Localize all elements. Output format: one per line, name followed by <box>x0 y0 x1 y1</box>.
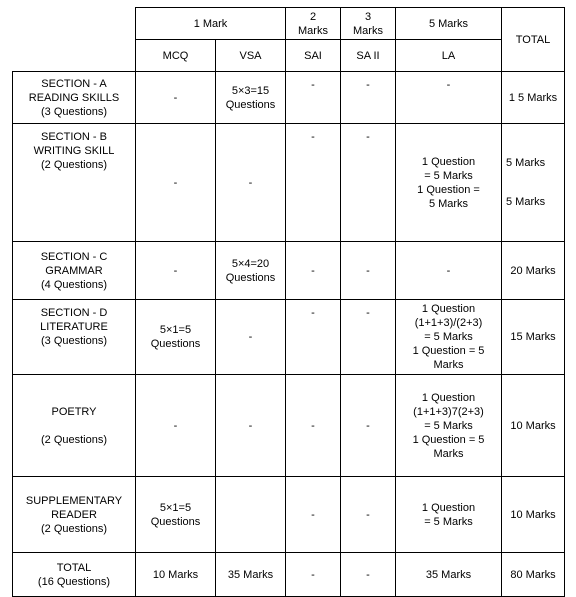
sai-cell: - <box>286 375 341 477</box>
total-cell: 15 Marks <box>502 300 565 375</box>
sai-cell: - <box>286 553 341 597</box>
blank-corner-cell <box>13 8 136 72</box>
mcq-cell: - <box>136 124 216 242</box>
total-cell: 1 5 Marks <box>502 72 565 124</box>
marks-distribution-table-wrapper <box>12 7 565 597</box>
saii-cell: - <box>341 72 396 124</box>
vsa-cell: 5×3=15 Questions <box>216 72 286 124</box>
sai-cell: - <box>286 72 341 124</box>
la-cell: 1 Question = 5 Marks 1 Question = 5 Marks <box>396 124 502 242</box>
total-cell: 20 Marks <box>502 242 565 300</box>
table-row <box>13 553 565 597</box>
section-cell: SUPPLEMENTARY READER (2 Questions) <box>13 477 136 553</box>
vsa-cell: 5×4=20 Questions <box>216 242 286 300</box>
table-row <box>13 242 565 300</box>
table-row <box>13 124 565 242</box>
la-cell: 1 Question = 5 Marks <box>396 477 502 553</box>
header-total: TOTAL <box>502 8 565 72</box>
la-cell: - <box>396 242 502 300</box>
header-sai: SAI <box>286 40 341 72</box>
vsa-cell: - <box>216 375 286 477</box>
saii-cell: - <box>341 124 396 242</box>
mcq-cell: - <box>136 375 216 477</box>
section-cell: SECTION - C GRAMMAR (4 Questions) <box>13 242 136 300</box>
header-five-marks: 5 Marks <box>396 8 502 40</box>
mcq-cell: - <box>136 242 216 300</box>
section-cell: SECTION - D LITERATURE (3 Questions) <box>13 300 136 375</box>
mcq-cell: 10 Marks <box>136 553 216 597</box>
mcq-cell: 5×1=5 Questions <box>136 300 216 375</box>
section-cell: SECTION - B WRITING SKILL (2 Questions) <box>13 124 136 242</box>
section-cell: SECTION - A READING SKILLS (3 Questions) <box>13 72 136 124</box>
header-vsa: VSA <box>216 40 286 72</box>
table-row <box>13 375 565 477</box>
mcq-cell: - <box>136 72 216 124</box>
header-la: LA <box>396 40 502 72</box>
header-saii: SA II <box>341 40 396 72</box>
sai-cell: - <box>286 124 341 242</box>
la-cell: 1 Question (1+1+3)7(2+3) = 5 Marks 1 Question = 5 Marks <box>396 375 502 477</box>
sai-cell: - <box>286 242 341 300</box>
marks-distribution-table <box>12 7 565 597</box>
header-three-marks: 3 Marks <box>341 8 396 40</box>
saii-cell: - <box>341 242 396 300</box>
section-cell: TOTAL (16 Questions) <box>13 553 136 597</box>
vsa-cell: 35 Marks <box>216 553 286 597</box>
sai-cell: - <box>286 300 341 375</box>
table-row <box>13 477 565 553</box>
mcq-cell: 5×1=5 Questions <box>136 477 216 553</box>
header-one-mark: 1 Mark <box>136 8 286 40</box>
la-cell: 1 Question (1+1+3)/(2+3) = 5 Marks 1 Question = 5 Marks <box>396 300 502 375</box>
table-row <box>13 300 565 375</box>
section-cell: POETRY (2 Questions) <box>13 375 136 477</box>
vsa-cell: - <box>216 124 286 242</box>
total-cell: 10 Marks <box>502 375 565 477</box>
total-cell: 80 Marks <box>502 553 565 597</box>
sai-cell: - <box>286 477 341 553</box>
saii-cell: - <box>341 553 396 597</box>
saii-cell: - <box>341 477 396 553</box>
total-part-b: 5 Marks <box>506 195 546 208</box>
total-cell: 10 Marks <box>502 477 565 553</box>
vsa-cell: - <box>216 300 286 375</box>
total-cell-split <box>502 124 565 242</box>
table-row <box>13 72 565 124</box>
total-part-a: 5 Marks <box>506 157 546 170</box>
header-two-marks: 2 Marks <box>286 8 341 40</box>
header-mcq: MCQ <box>136 40 216 72</box>
la-cell: 35 Marks <box>396 553 502 597</box>
la-cell: - <box>396 72 502 124</box>
vsa-cell <box>216 477 286 553</box>
saii-cell: - <box>341 300 396 375</box>
saii-cell: - <box>341 375 396 477</box>
